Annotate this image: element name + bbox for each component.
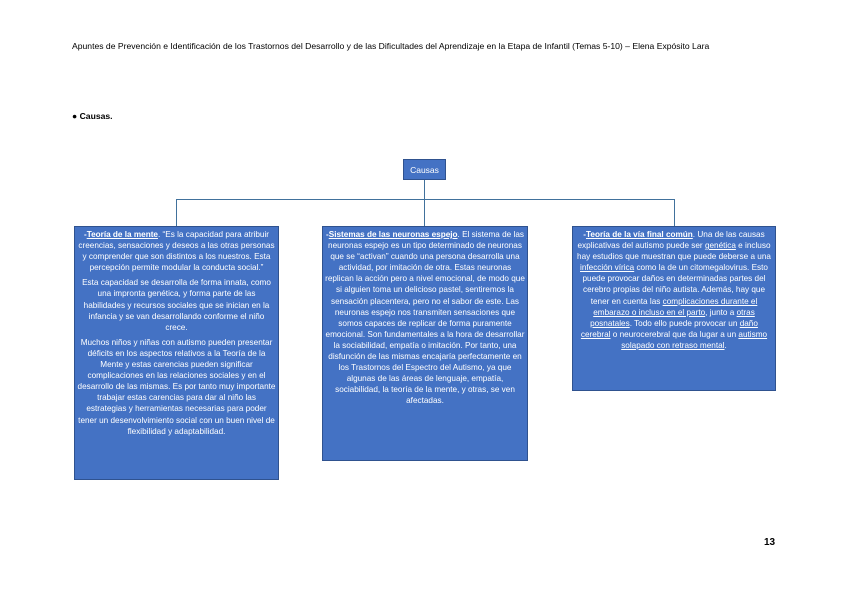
node-dash: - xyxy=(83,230,87,239)
connector-right-down xyxy=(674,199,675,226)
node-paragraph xyxy=(575,229,773,351)
node-paragraph: Esta capacidad se desarrolla de forma innata, como una impronta genética, y forma parte de las habilidades y recursos sociales que se inician en la infancia y se van desarrollando conforme el niño crece. xyxy=(82,278,271,332)
node-term: Sistemas de las neuronas espejo xyxy=(328,230,458,239)
connector-root-down xyxy=(424,180,425,199)
diagram-node-neuronas-espejo xyxy=(322,226,528,461)
connector-horizontal xyxy=(176,199,675,200)
section-heading: ● Causas. xyxy=(72,111,113,121)
node-dash: - xyxy=(583,230,587,239)
diagram-root-node: Causas xyxy=(403,159,446,180)
node-text: . xyxy=(724,340,727,350)
node-term: Teoría de la mente xyxy=(86,230,158,239)
node-text: . “Es la capacidad para atribuir creencias, sensaciones y deseos a las otras personas y comprender que son distintos a los nuestros. Esta percepción permite modular la conducta social.” xyxy=(78,230,275,273)
node-term-complicaciones: complicaciones durante el embarazo o incluso en el parto xyxy=(593,296,758,317)
node-term-dano-cerebral: daño cerebral xyxy=(580,318,758,339)
node-text: . El sistema de las neuronas espejo es un tipo determinado de neuronas que se “activan” cuando una persona desarrolla una actividad, por imitación de otra. Estas neuronas replican la acción pero a nivel emocional, de modo que si alguien toma un delicioso pastel, sentiremos la sensación placentera, pero no el sabor de este. Las neuronas espejo nos transmiten sensaciones que somos capaces de replicar de forma puramente emocional. Son fundamentales a la hora de desarrollar la sociabilidad, empatía o imitación. Por tanto, una disfunción de las mismas encajaría perfectamente en los Trastornos del Espectro del Autismo, ya que algunas de las áreas de lenguaje, empatía, sociabilidad, la teoría de la mente, y otras, se ven afectadas. xyxy=(325,230,525,406)
document-header: Apuntes de Prevención e Identificación de los Trastornos del Desarrollo y de las Dificultades del Aprendizaje en la Etapa de Infantil (Temas 5-10) – Elena Expósito Lara xyxy=(72,41,710,51)
node-dash: - xyxy=(326,230,329,239)
page-number: 13 xyxy=(764,537,776,548)
diagram-node-via-final-comun xyxy=(572,226,776,391)
node-text: o neurocerebral que da lugar a un xyxy=(610,329,739,339)
node-text: e incluso hay estudios que muestran que puede deberse a una xyxy=(577,241,771,262)
node-text: . Todo ello puede provocar un xyxy=(629,318,740,328)
node-text: , junto a xyxy=(705,307,737,317)
node-term-posnatales: otras posnatales xyxy=(590,307,755,328)
node-term-autismo-solapado: autismo solapado con retraso mental xyxy=(621,329,768,350)
node-term-genetica: genética xyxy=(704,241,736,251)
connector-left-down xyxy=(176,199,177,226)
node-text: . Una de las causas explicativas del autismo puede ser xyxy=(577,230,765,251)
node-term: Teoría de la vía final común xyxy=(586,230,693,239)
node-paragraph xyxy=(77,229,276,273)
connector-mid-down xyxy=(424,199,425,226)
node-term-infeccion: infección vírica xyxy=(580,263,635,273)
diagram-node-teoria-mente xyxy=(74,226,279,480)
node-text: como la de un citomegalovirus. Esto puede provocar daños en determinadas partes del cerebro propias del niño autista. Además, hay que tener en cuenta las xyxy=(582,263,768,306)
node-paragraph: Muchos niños y niñas con autismo pueden presentar déficits en los aspectos relativos a la Teoría de la Mente y estas carencias pueden significar complicaciones en las relaciones sociales y en el desarrollo de las mismas. Es por tanto muy importante trabajar estas carencias para dar al niño las estrategias y herramientas necesarias para poder tener un desenvolvimiento social con un buen nivel de flexibilidad y adaptabilidad. xyxy=(77,337,276,436)
node-paragraph xyxy=(325,229,525,407)
